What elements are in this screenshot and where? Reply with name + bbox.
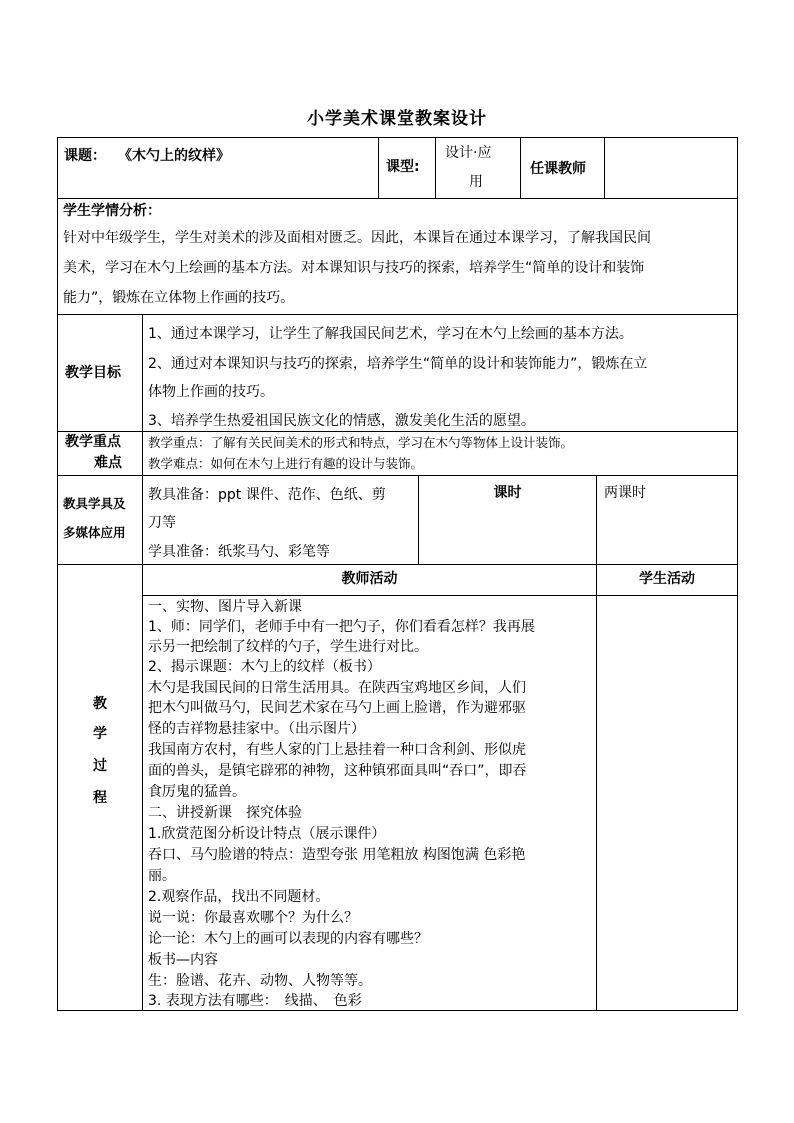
key-point-text: 教学重点：了解有关民间美术的形式和特点，学习在木勺等物体上设计装饰。 [148,435,574,450]
analysis-line: 美术，学习在木勺上绘画的基本方法。对本课知识与技巧的探索，培养学生“简单的设计和装饰 [63,260,645,276]
type-label: 课型: [386,159,420,175]
teacher-activity-line: 示另一把绘制了纹样的勺子，学生进行对比。 [148,639,428,655]
keypoints-label-2: 难点 [94,455,122,471]
teacher-activity-line: 1.欣赏范图分析设计特点（展示课件） [148,826,386,842]
teacher-activity-line: 论一论：木勺上的画可以表现的内容有哪些？ [148,931,428,947]
keypoints-label: 教学重点 [65,434,121,450]
teacher-activity-line: 说一说：你最喜欢哪个？为什么？ [148,910,358,926]
teacher-activity-line: 一、实物、图片导入新课 [148,599,302,615]
teacher-label: 任课教师 [530,161,586,177]
tools-label-2: 多媒体应用 [63,525,126,540]
teacher-activity-line: 二、讲授新课 探究体验 [148,805,302,821]
goal-line: 2、通过对本课知识与技巧的探索，培养学生“简单的设计和装饰能力”，锻炼在立 [148,356,648,372]
teacher-tools-2: 刀等 [148,515,176,531]
teacher-activity-line: 生：脸谱、花卉、动物、人物等等。 [148,973,372,989]
type-value-line1: 设计·应 [445,145,492,161]
process-label-char: 教 [93,696,107,712]
process-label-char: 学 [93,726,107,742]
period-label: 课时 [493,485,522,501]
teacher-activity-line: 怪的吉祥物悬挂家中。（出示图片） [148,721,365,737]
difficulty-text: 教学难点：如何在木勺上进行有趣的设计与装饰。 [148,456,424,471]
teacher-activity-line: 2.观察作品，找出不同题材。 [148,889,330,905]
goal-line: 1、通过本课学习，让学生了解我国民间艺术，学习在木勺上绘画的基本方法。 [148,326,633,342]
student-tools: 学具准备：纸浆马勺、彩笔等 [148,544,330,560]
period-value: 两课时 [604,485,646,501]
goal-line: 3、培养学生热爱祖国民族文化的情感，激发美化生活的愿望。 [148,413,535,429]
teacher-activity-line: 木勺是我国民间的日常生活用具。在陕西宝鸡地区乡间，人们 [148,680,526,696]
teacher-activity-heading: 教师活动 [341,571,398,587]
teacher-activity-line: 食厉鬼的猛兽。 [148,784,246,800]
teacher-activity-line: 吞口、马勺脸谱的特点：造型夸张 用笔粗放 构图饱满 色彩艳 [148,847,526,863]
teacher-activity-line: 我国南方农村，有些人家的门上悬挂着一种口含利剑、形似虎 [148,742,526,758]
goal-line: 体物上作画的技巧。 [148,384,274,400]
student-activity-heading: 学生活动 [639,571,695,587]
teacher-activity-line: 把木勺叫做马勺，民间艺术家在马勺上画上脸谱，作为避邪驱 [148,700,526,716]
tools-label: 教具学具及 [63,496,126,511]
goals-label: 教学目标 [65,365,121,381]
teacher-activity-line: 板书—内容 [148,952,218,968]
teacher-activity-line: 丽。 [148,868,176,884]
type-value-line2: 用 [469,174,483,190]
process-label-char: 程 [93,790,107,806]
analysis-heading: 学生学情分析： [63,203,161,219]
analysis-line: 能力”，锻炼在立体物上作画的技巧。 [63,290,295,306]
teacher-activity-line: 面的兽头，是镇宅辟邪的神物，这种镇邪面具叫“吞口”，即吞 [148,763,527,779]
teacher-activity-line: 1、师：同学们，老师手中有一把勺子，你们看看怎样？我再展 [148,619,535,635]
teacher-tools: 教具准备：ppt 课件、范作、色纸、剪 [148,487,386,503]
teacher-activity-line: 3. 表现方法有哪些： 线描、 色彩 [148,993,362,1009]
teacher-activity-line: 2、揭示课题：木勺上的纹样（板书） [148,659,381,675]
process-label-char: 过 [93,758,107,774]
subject-value: 《木勺上的纹样》 [118,148,230,164]
page-title: 小学美术课堂教案设计 [307,109,487,129]
analysis-line: 针对中年级学生，学生对美术的涉及面相对匮乏。因此，本课旨在通过本课学习，了解我国民间 [63,230,651,246]
subject-label: 课题： [64,148,106,164]
